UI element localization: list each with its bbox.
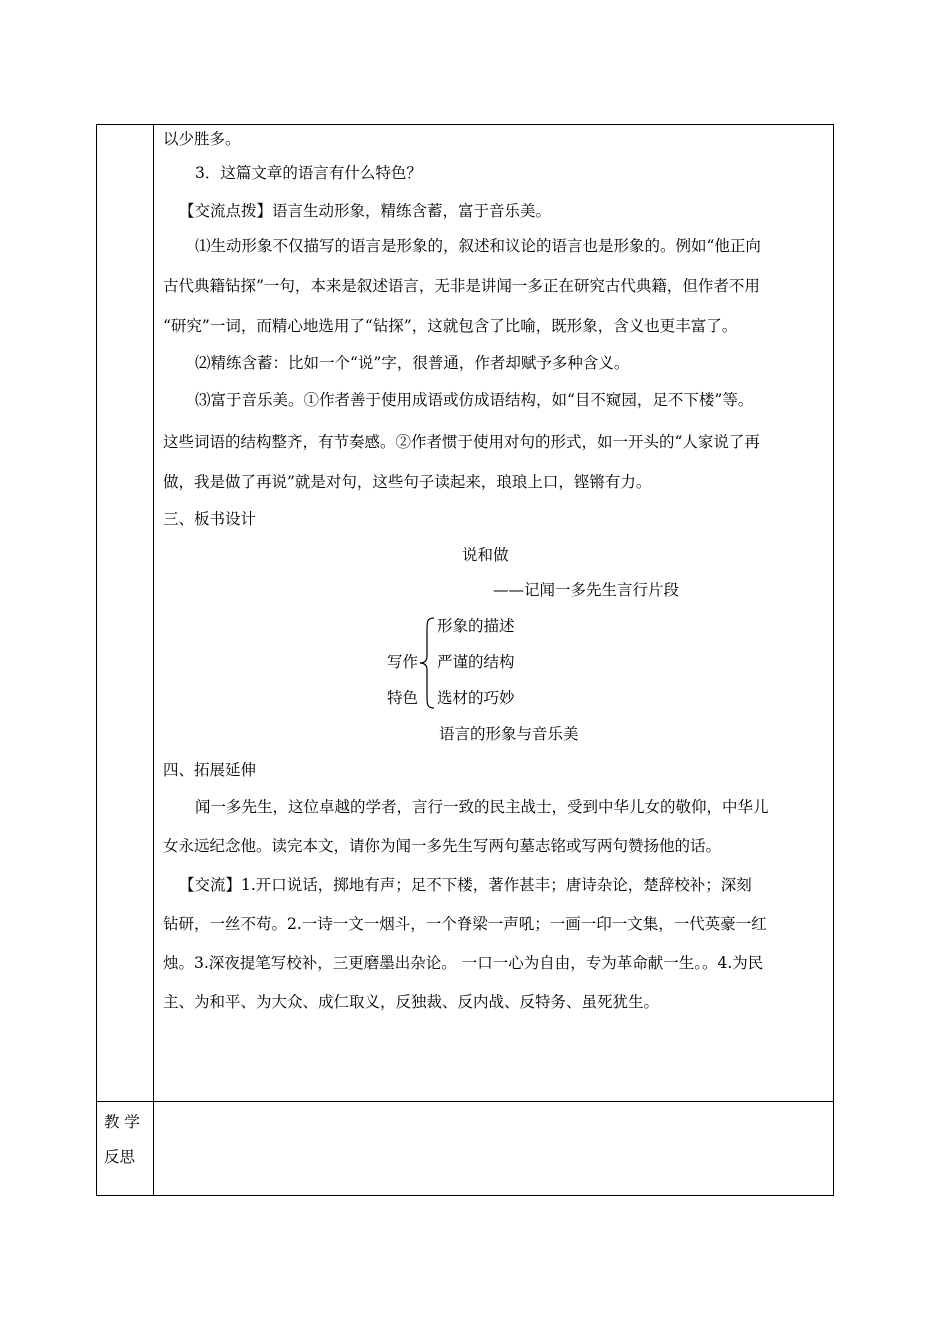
paragraph-line: ⑵精练含蓄：比如一个“说”字，很普通，作者却赋予多种含义。 <box>195 354 630 372</box>
paragraph-line: 烛。3.深夜提笔写校补，三更磨墨出杂论。 一口一心为自由，专为革命献一生。。4.为民 <box>163 954 764 972</box>
board-label: 写作 <box>387 653 419 671</box>
paragraph-line: 主、为和平、为大众、成仁取义，反独裁、反内战、反特务、虽死犹生。 <box>163 993 660 1011</box>
reflection-label: 反思 <box>104 1148 136 1166</box>
question-3: 3．这篇文章的语言有什么特色？ <box>195 164 422 182</box>
paragraph-line: 女永远纪念他。读完本文，请你为闻一多先生写两句墓志铭或写两句赞扬他的话。 <box>163 837 722 855</box>
paragraph-line: “研究”一词，而精心地选用了“钻探”，这就包含了比喻，既形象，含义也更丰富了。 <box>163 317 738 335</box>
board-subtitle: ——记闻一多先生言行片段 <box>493 581 680 599</box>
row-divider <box>97 1101 833 1102</box>
board-label: 特色 <box>387 689 419 707</box>
reflection-label: 教 学 <box>104 1113 140 1131</box>
board-item: 严谨的结构 <box>437 653 515 671</box>
exchange-summary: 【交流点拨】语言生动形象，精练含蓄，富于音乐美。 <box>179 202 552 220</box>
paragraph-line: ⑴生动形象不仅描写的语言是形象的，叙述和议论的语言也是形象的。例如“他正向 <box>195 237 761 255</box>
paragraph-line: 【交流】1.开口说话，掷地有声；足不下楼，著作甚丰；唐诗杂论，楚辞校补；深刻 <box>179 876 752 894</box>
paragraph-line: ⑶富于音乐美。①作者善于使用成语或仿成语结构，如“目不窥园，足不下楼”等。 <box>195 391 754 409</box>
paragraph-line: 闻一多先生，这位卓越的学者，言行一致的民主战士，受到中华儿女的敬仰，中华儿 <box>195 798 769 816</box>
board-item: 选材的巧妙 <box>437 689 515 707</box>
board-bottom: 语言的形象与音乐美 <box>439 725 579 743</box>
paragraph-line: 古代典籍钻探”一句，本来是叙述语言，无非是讲闻一多正在研究古代典籍，但作者不用 <box>163 277 760 295</box>
column-divider <box>153 125 154 1195</box>
curly-brace-icon <box>418 616 436 710</box>
board-item: 形象的描述 <box>437 617 515 635</box>
section-heading: 三、板书设计 <box>163 510 257 528</box>
paragraph-line: 钻研，一丝不苟。2.一诗一文一烟斗，一个脊梁一声吼；一画一印一文集，一代英豪一红 <box>163 915 767 933</box>
paragraph-line: 做，我是做了再说”就是对句，这些句子读起来，琅琅上口，铿锵有力。 <box>163 473 652 491</box>
board-title: 说和做 <box>462 546 509 564</box>
paragraph-line: 这些词语的结构整齐，有节奏感。②作者惯于使用对句的形式，如一开头的“人家说了再 <box>163 433 760 451</box>
text-line: 以少胜多。 <box>163 130 241 148</box>
section-heading: 四、拓展延伸 <box>163 761 257 779</box>
